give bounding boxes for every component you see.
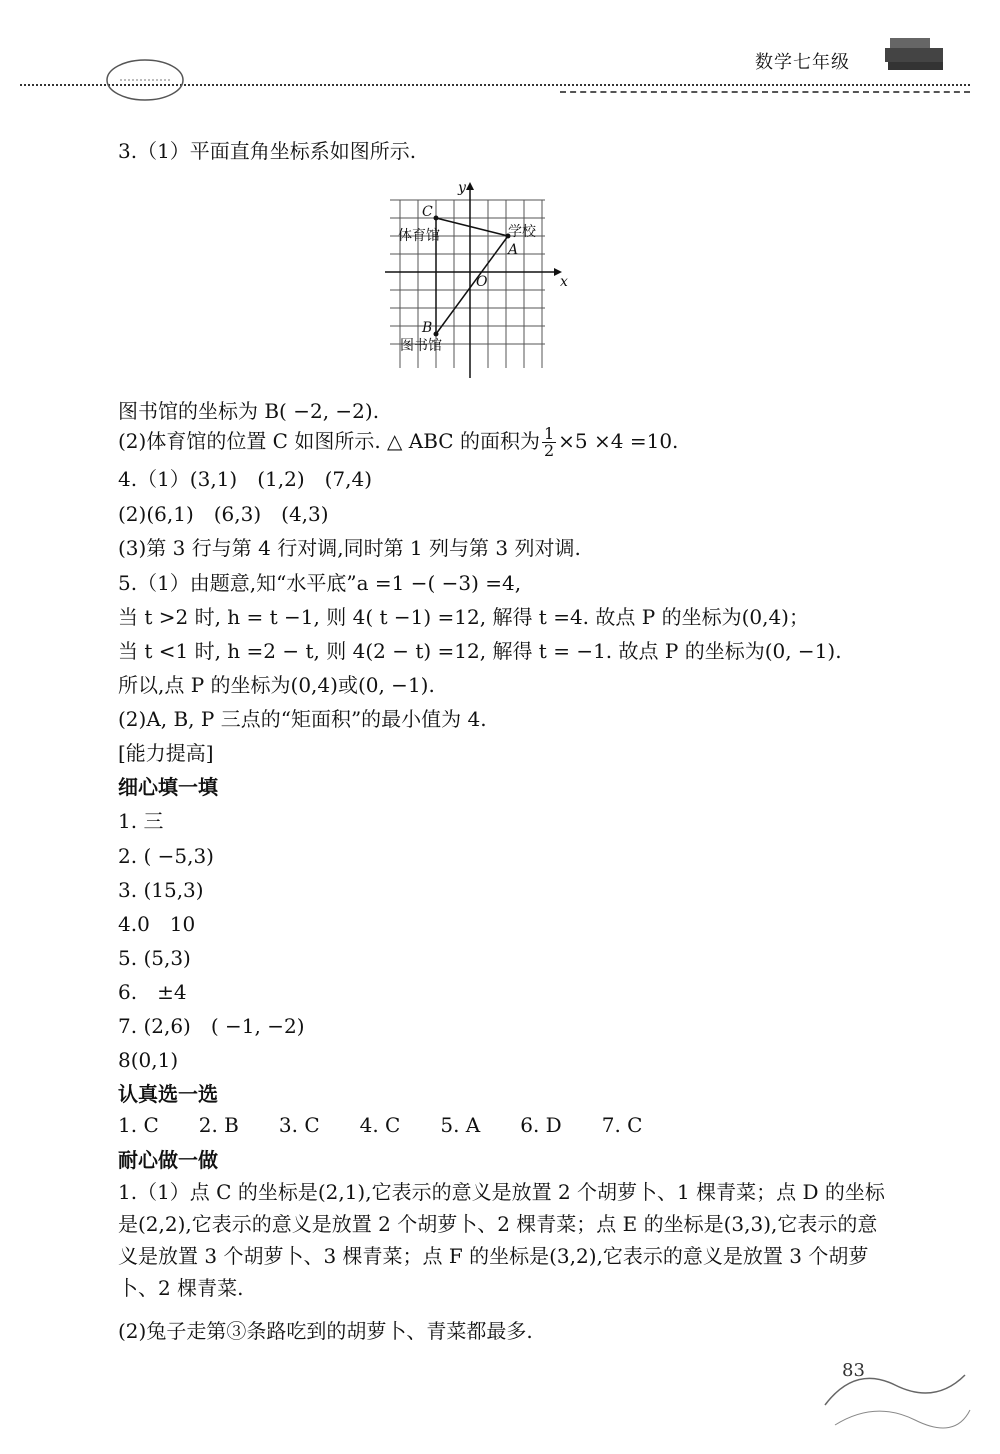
fill-6: 6. ±4 xyxy=(118,980,187,1004)
header-title: 数学七年级 xyxy=(755,52,850,73)
heading-fill-in: 细心填一填 xyxy=(118,775,218,799)
answer-5-part1: 5.（1）由题意,知“水平底”a =1 −( −3) =4, xyxy=(118,571,522,595)
solve-1-part2: (2)兔子走第③条路吃到的胡萝卜、青菜都最多. xyxy=(118,1319,533,1343)
heading-choice: 认真选一选 xyxy=(118,1082,218,1106)
answer-3-part1: 3.（1）平面直角坐标系如图所示. xyxy=(118,139,417,163)
fill-1: 1. 三 xyxy=(118,809,164,833)
library-label: 图书馆 xyxy=(400,338,442,354)
fill-5: 5. (5,3) xyxy=(118,946,191,970)
solve-1-part1: 1.（1）点 C 的坐标是(2,1),它表示的意义是放置 2 个胡萝卜、1 棵青菜；点 D 的坐标是(2,2),它表示的意义是放置 2 个胡萝卜、2 棵青菜；点 E 的坐标是(3,3),它表示的意义是放置 3 个胡萝卜、3 棵青菜；点 F 的坐标是(3,2),它表示的意义是放置 3 个胡萝卜、2 棵青菜. xyxy=(118,1180,885,1300)
choice-answers: 1. C 2. B 3. C 4. C 5. A 6. D 7. C xyxy=(118,1113,643,1137)
answer-5-case1: 当 t >2 时, h = t −1, 则 4( t −1) =12, 解得 t =4. 故点 P 的坐标为(0,4)； xyxy=(118,605,809,629)
coordinate-grid-figure xyxy=(380,178,580,378)
heading-solve: 耐心做一做 xyxy=(118,1148,218,1172)
point-a-label: A xyxy=(508,242,519,258)
gym-label: 体育馆 xyxy=(398,228,440,244)
page-number: 83 xyxy=(842,1360,865,1381)
y-axis-label: y xyxy=(458,180,466,196)
origin-label: O xyxy=(476,274,488,290)
fill-8: 8(0,1) xyxy=(118,1048,179,1072)
header-rule-dashed xyxy=(560,91,970,93)
fill-4: 4.0 10 xyxy=(118,912,196,936)
stamp-logo xyxy=(100,55,190,105)
answer-4-part1: 4.（1）(3,1) (1,2) (7,4) xyxy=(118,467,373,491)
book-stack-icon xyxy=(880,30,950,75)
fill-3: 3. (15,3) xyxy=(118,878,204,902)
school-label: 学校 xyxy=(508,224,536,240)
answer-4-part2: (2)(6,1) (6,3) (4,3) xyxy=(118,502,329,526)
point-b-label: B xyxy=(422,320,433,336)
fraction-half: $\frac{1}{2}$ xyxy=(543,424,555,460)
section-improve: [能力提高] xyxy=(118,741,214,765)
fill-7: 7. (2,6) ( −1, −2) xyxy=(118,1014,305,1038)
answer-5-conclusion: 所以,点 P 的坐标为(0,4)或(0, −1). xyxy=(118,673,435,697)
library-coordinate: 图书馆的坐标为 B( −2, −2). xyxy=(118,399,380,423)
fill-2: 2. ( −5,3) xyxy=(118,844,214,868)
triangle-area: (2)体育馆的位置 C 如图所示. △ ABC 的面积为 $\frac{1}{2}$ ×5 ×4 =10. xyxy=(118,424,679,460)
answer-4-part3: (3)第 3 行与第 4 行对调,同时第 1 列与第 3 列对调. xyxy=(118,536,581,560)
answer-5-case2: 当 t <1 时, h =2 − t, 则 4(2 − t) =12, 解得 t = −1. 故点 P 的坐标为(0, −1). xyxy=(118,639,842,663)
footer-decoration xyxy=(815,1345,975,1445)
answer-5-part2: (2)A, B, P 三点的“矩面积”的最小值为 4. xyxy=(118,707,487,731)
x-axis-label: x xyxy=(560,274,568,290)
point-c-label: C xyxy=(422,204,433,220)
